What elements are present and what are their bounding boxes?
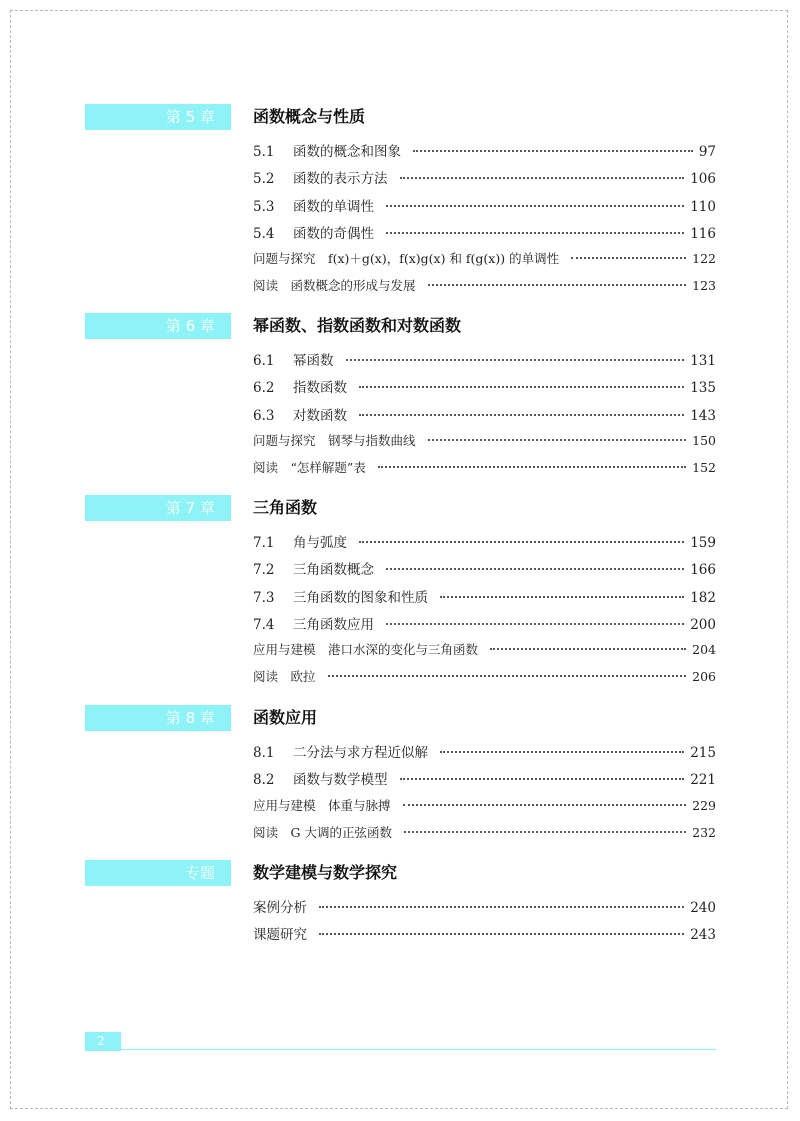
chapter-title: 函数应用: [253, 708, 318, 727]
entry-page: 152: [692, 460, 716, 476]
toc-entry[interactable]: [253, 923, 716, 950]
leader-dots: [386, 623, 684, 625]
chapter-label: 第 7 章: [85, 495, 231, 521]
toc-entry[interactable]: [253, 458, 716, 485]
toc-entry[interactable]: [253, 431, 716, 458]
entry-list: [253, 349, 716, 485]
entry-page: 116: [690, 225, 716, 242]
leader-dots: [428, 439, 687, 441]
chapter-title: 函数概念与性质: [253, 107, 366, 126]
leader-dots: [378, 466, 686, 468]
chapter-label: 第 8 章: [85, 705, 231, 731]
chapter-6: [85, 313, 717, 476]
chapter-label: 第 6 章: [85, 313, 231, 339]
page-number: 2: [85, 1032, 121, 1051]
entry-page: 229: [692, 797, 716, 813]
entry-page: 135: [690, 380, 716, 397]
entry-number: 5.2: [253, 171, 275, 188]
entry-title: 二分法与求方程近似解: [293, 745, 428, 761]
toc-entry[interactable]: [253, 558, 716, 585]
entry-page: 123: [692, 278, 716, 294]
chapter-header: [85, 860, 717, 886]
leader-dots: [404, 831, 686, 833]
entry-title: 阅读 G 大调的正弦函数: [253, 824, 392, 840]
toc-entry[interactable]: [253, 640, 716, 667]
entry-page: 150: [692, 432, 716, 448]
toc-entry[interactable]: [253, 349, 716, 376]
toc-entry[interactable]: [253, 222, 716, 249]
chapter-5: [85, 104, 717, 294]
entry-title: 阅读 “怎样解题”表: [253, 460, 366, 476]
chapter-label: 第 5 章: [85, 104, 231, 130]
leader-dots: [400, 778, 685, 780]
entry-title: 案例分析: [253, 900, 307, 916]
leader-dots: [359, 386, 684, 388]
leader-dots: [386, 205, 684, 207]
chapter-header: [85, 313, 717, 339]
leader-dots: [440, 596, 684, 598]
entry-page: 106: [690, 171, 716, 188]
entry-number: 5.1: [253, 144, 275, 160]
leader-dots: [386, 232, 684, 234]
chapter-title: 数学建模与数学探究: [253, 863, 398, 882]
leader-dots: [319, 933, 684, 935]
entry-page: 204: [692, 642, 716, 658]
entry-page: 221: [690, 772, 716, 789]
chapter-header: [85, 104, 717, 130]
entry-title: 三角函数应用: [293, 616, 374, 633]
entry-page: 182: [690, 589, 716, 606]
toc-entry[interactable]: [253, 823, 716, 850]
entry-title: 课题研究: [253, 927, 307, 944]
footer-rule: [121, 1049, 716, 1050]
leader-dots: [428, 284, 687, 286]
toc-entry[interactable]: [253, 276, 716, 303]
entry-page: 243: [690, 927, 716, 944]
toc-entry[interactable]: [253, 796, 716, 823]
entry-page: 200: [690, 616, 716, 633]
leader-dots: [328, 675, 687, 677]
entry-page: 97: [698, 144, 716, 160]
entry-page: 166: [690, 562, 716, 579]
entry-number: 5.3: [253, 198, 275, 215]
entry-title: 幂函数: [293, 353, 334, 369]
toc-entry[interactable]: [253, 167, 716, 194]
chapter-special-topic: [85, 860, 717, 944]
entry-title: 应用与建模 体重与脉搏: [253, 797, 391, 813]
entry-page: 159: [690, 535, 716, 551]
chapter-7: [85, 495, 717, 685]
leader-dots: [403, 804, 687, 806]
entry-page: 215: [690, 745, 716, 761]
leader-dots: [319, 906, 684, 908]
entry-list: [253, 531, 716, 695]
toc-entry[interactable]: [253, 249, 716, 276]
leader-dots: [413, 150, 693, 152]
entry-number: 8.1: [253, 745, 275, 761]
leader-dots: [359, 414, 684, 416]
entry-title: 对数函数: [293, 407, 347, 424]
entry-page: 143: [690, 407, 716, 424]
entry-number: 8.2: [253, 772, 275, 789]
leader-dots: [346, 359, 685, 361]
entry-page: 131: [690, 353, 716, 369]
toc-entry[interactable]: [253, 376, 716, 403]
chapter-header: [85, 705, 717, 731]
entry-page: 232: [692, 824, 716, 840]
entry-title: 函数的概念和图象: [293, 144, 401, 160]
chapter-header: [85, 495, 717, 521]
entry-page: 110: [690, 198, 716, 215]
entry-number: 6.2: [253, 380, 275, 397]
entry-page: 206: [692, 669, 716, 685]
entry-number: 6.3: [253, 407, 275, 424]
leader-dots: [571, 257, 686, 259]
chapter-title: 幂函数、指数函数和对数函数: [253, 316, 462, 335]
entry-title: 函数的表示方法: [293, 171, 388, 188]
entry-number: 7.1: [253, 535, 275, 551]
entry-title: 问题与探究 f(x)＋g(x)，f(x)g(x) 和 f(g(x)) 的单调性: [253, 251, 560, 267]
chapter-label: 专题: [85, 860, 231, 886]
leader-dots: [440, 751, 684, 753]
entry-number: 5.4: [253, 225, 275, 242]
entry-title: 三角函数的图象和性质: [293, 589, 428, 606]
leader-dots: [490, 648, 686, 650]
toc-entry[interactable]: [253, 768, 716, 795]
entry-list: [253, 140, 716, 304]
leader-dots: [386, 568, 684, 570]
toc-entry[interactable]: [253, 741, 716, 768]
toc-entry[interactable]: [253, 896, 716, 923]
entry-title: 问题与探究 钢琴与指数曲线: [253, 432, 416, 448]
entry-page: 122: [692, 251, 716, 267]
leader-dots: [400, 177, 685, 179]
toc-entry[interactable]: [253, 404, 716, 431]
toc-entry[interactable]: [253, 613, 716, 640]
chapter-title: 三角函数: [253, 498, 318, 517]
chapter-8: [85, 705, 717, 840]
entry-title: 指数函数: [293, 380, 347, 397]
toc-entry[interactable]: [253, 667, 716, 694]
entry-number: 7.4: [253, 616, 275, 633]
entry-title: 函数与数学模型: [293, 772, 388, 789]
entry-title: 函数的单调性: [293, 198, 374, 215]
entry-list: [253, 896, 716, 951]
toc-entry[interactable]: [253, 531, 716, 558]
entry-number: 7.3: [253, 589, 275, 606]
entry-number: 6.1: [253, 353, 275, 369]
entry-title: 阅读 函数概念的形成与发展: [253, 278, 416, 294]
toc-entry[interactable]: [253, 586, 716, 613]
leader-dots: [359, 541, 684, 543]
entry-title: 三角函数概念: [293, 562, 374, 579]
entry-number: 7.2: [253, 562, 275, 579]
entry-list: [253, 741, 716, 850]
toc-entry[interactable]: [253, 195, 716, 222]
entry-title: 函数的奇偶性: [293, 225, 374, 242]
entry-title: 角与弧度: [293, 535, 347, 551]
entry-title: 应用与建模 港口水深的变化与三角函数: [253, 642, 479, 658]
entry-title: 阅读 欧拉: [253, 669, 316, 685]
entry-page: 240: [690, 900, 716, 916]
toc-entry[interactable]: [253, 140, 716, 167]
